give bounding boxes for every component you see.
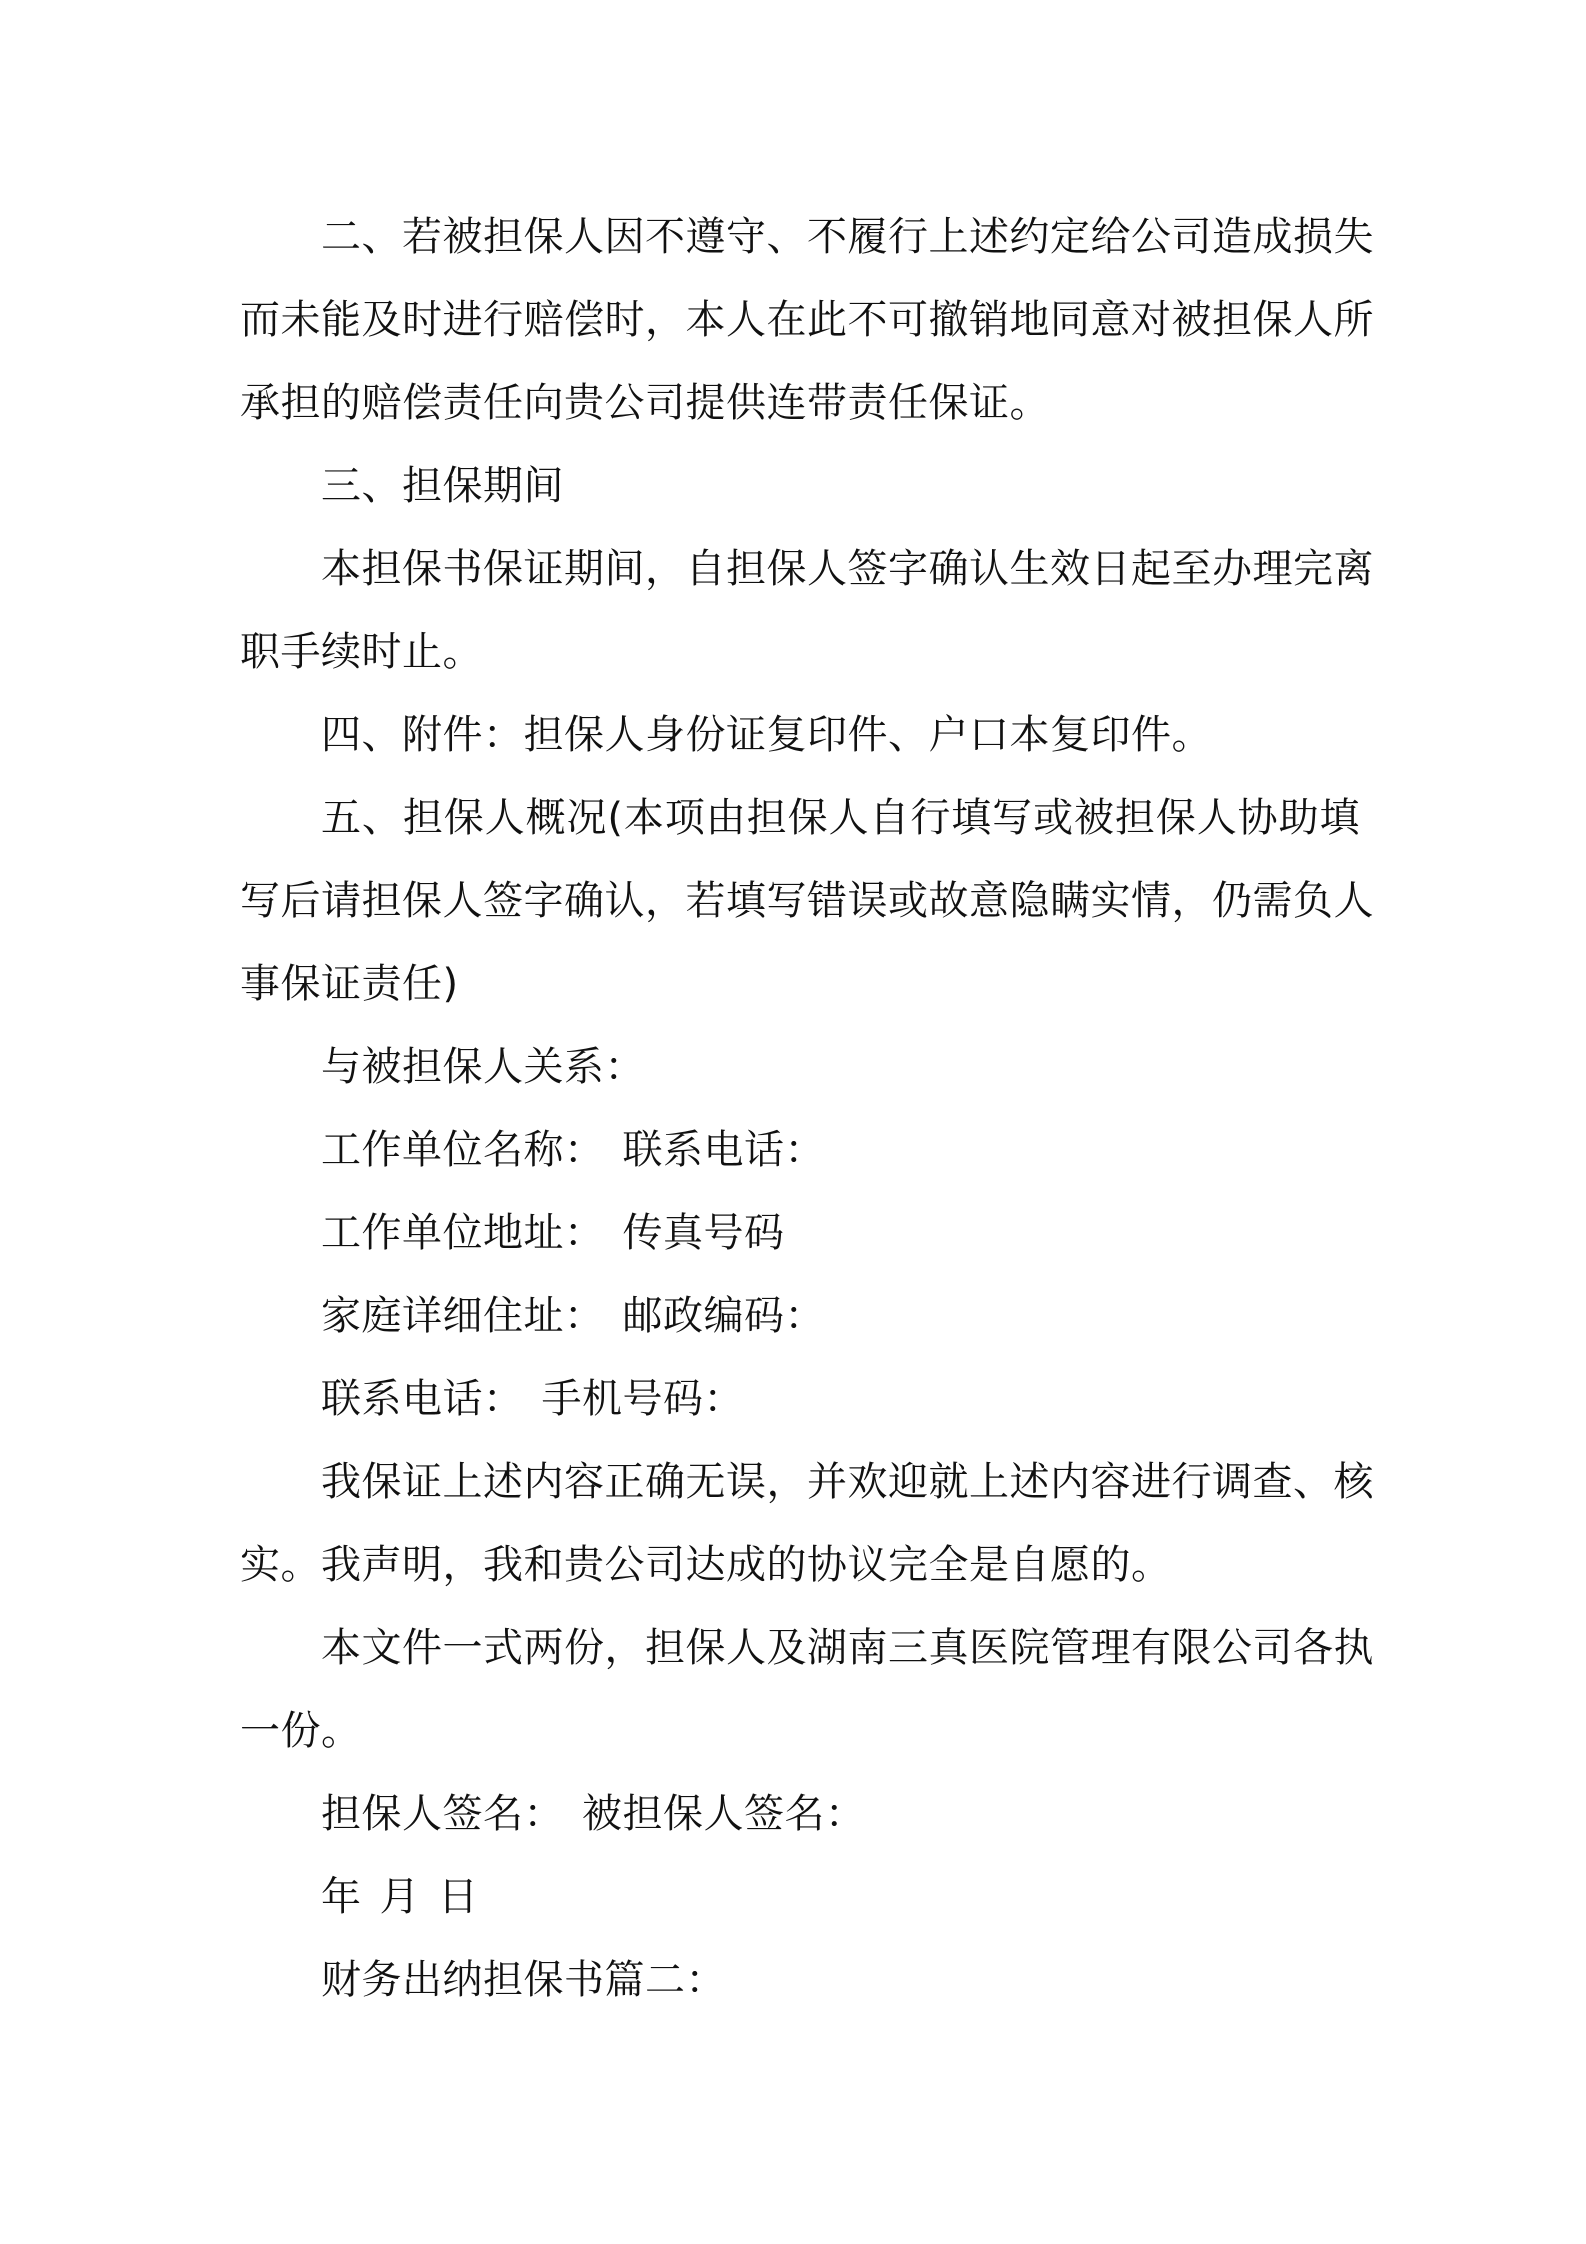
date-row <box>240 1856 1360 1939</box>
field-label: 联系电话： <box>622 1127 825 1173</box>
signature-row <box>240 1773 1360 1856</box>
field-label: 工作单位名称： <box>321 1127 605 1173</box>
paragraph-line: 四、附件：担保人身份证复印件、户口本复印件。 <box>321 712 1212 758</box>
section-heading-period <box>240 445 1360 528</box>
next-section-title: 财务出纳担保书篇二： <box>321 1957 726 2003</box>
guarantor-fields <box>240 1026 1360 1441</box>
field-row-home-address <box>240 1275 1360 1358</box>
field-row-contact-phone <box>240 1358 1360 1441</box>
paragraph-line: 实。我声明，我和贵公司达成的协议完全是自愿的。 <box>240 1542 1172 1588</box>
field-relation <box>240 1026 1360 1109</box>
paragraph-line: 五、担保人概况(本项由担保人自行填写或被担保人协助填 <box>321 795 1360 841</box>
paragraph-line: 职手续时止。 <box>240 629 483 675</box>
section-heading: 三、担保期间 <box>321 463 564 509</box>
paragraph-line: 而未能及时进行赔偿时，本人在此不可撤销地同意对被担保人所 <box>240 297 1374 343</box>
paragraph-line: 承担的赔偿责任向贵公司提供连带责任保证。 <box>240 380 1050 426</box>
field-label: 邮政编码： <box>622 1293 825 1339</box>
date-day: 日 <box>438 1874 479 1920</box>
guaranteed-signature-label: 被担保人签名： <box>582 1791 866 1837</box>
field-label: 联系电话： <box>321 1376 524 1422</box>
field-label: 与被担保人关系： <box>321 1044 645 1090</box>
paragraph-line: 二、若被担保人因不遵守、不履行上述约定给公司造成损失 <box>321 214 1374 260</box>
field-row-work-unit-name <box>240 1109 1360 1192</box>
field-label: 家庭详细住址： <box>321 1293 605 1339</box>
guarantor-signature-label: 担保人签名： <box>321 1791 564 1837</box>
paragraph-line: 一份。 <box>240 1708 362 1754</box>
field-label: 手机号码： <box>541 1376 744 1422</box>
paragraph-statement <box>240 1441 1374 1607</box>
field-label: 传真号码 <box>622 1210 785 1256</box>
paragraph-line: 我保证上述内容正确无误，并欢迎就上述内容进行调查、核 <box>321 1459 1374 1505</box>
document-body <box>240 196 1374 2022</box>
field-row-work-unit-address <box>240 1192 1360 1275</box>
paragraph-copies <box>240 1607 1374 1773</box>
paragraph-line: 本担保书保证期间，自担保人签字确认生效日起至办理完离 <box>321 546 1374 592</box>
paragraph-line: 事保证责任) <box>240 961 459 1007</box>
date-month: 月 <box>379 1874 420 1920</box>
paragraph-line: 本文件一式两份，担保人及湖南三真医院管理有限公司各执 <box>321 1625 1374 1671</box>
paragraph-period <box>240 528 1374 694</box>
paragraph-guarantor-overview <box>240 777 1374 1026</box>
paragraph-attachments <box>240 694 1360 777</box>
paragraph-line: 写后请担保人签字确认，若填写错误或故意隐瞒实情，仍需负人 <box>240 878 1374 924</box>
date-year: 年 <box>321 1874 362 1920</box>
field-label: 工作单位地址： <box>321 1210 605 1256</box>
paragraph-liability <box>240 196 1374 445</box>
